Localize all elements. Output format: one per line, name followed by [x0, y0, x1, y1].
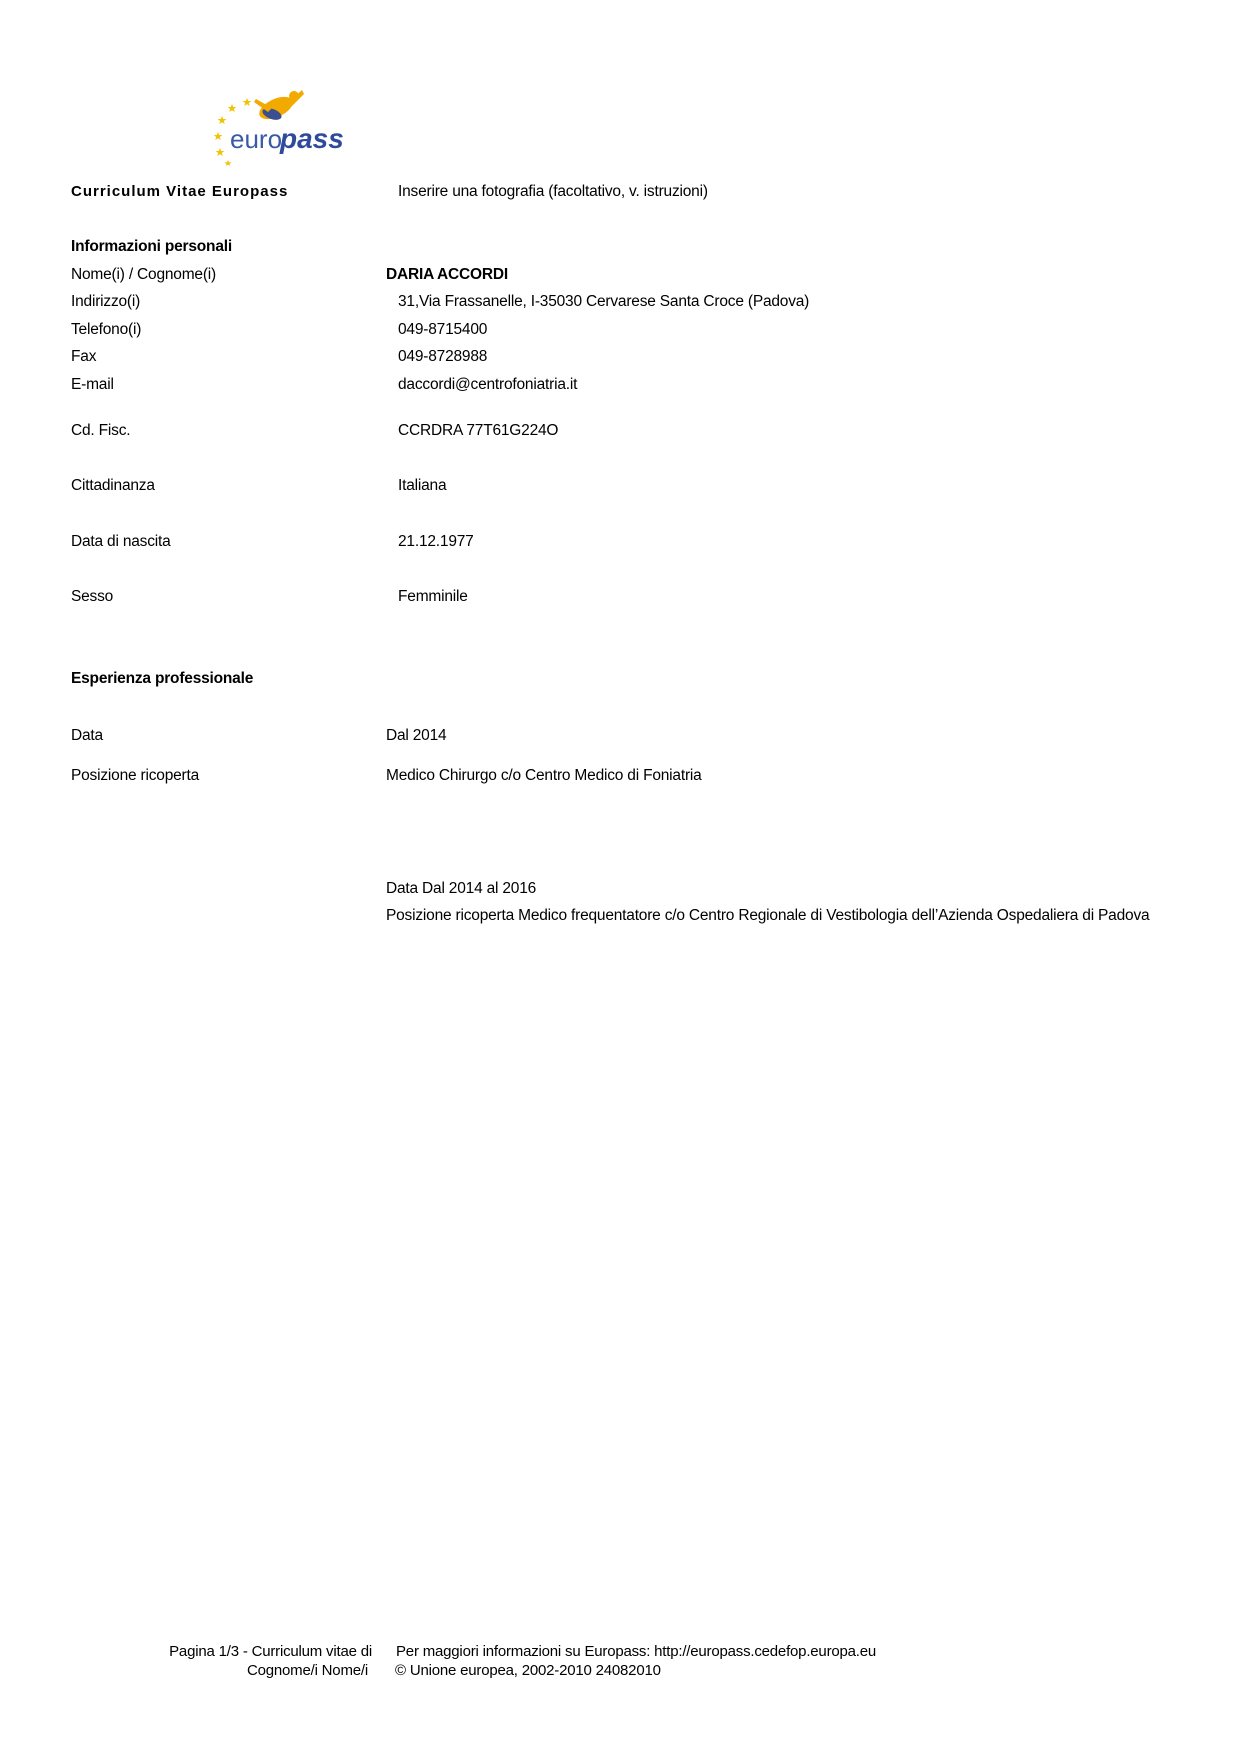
value-email: daccordi@centrofoniatria.it [398, 376, 578, 393]
label-gender: Sesso [71, 588, 114, 605]
label-exp1-position: Posizione ricoperta [71, 767, 200, 784]
label-fax: Fax [71, 348, 97, 365]
label-tax-code: Cd. Fisc. [71, 422, 131, 439]
footer-copyright: © Unione europea, 2002-2010 24082010 [395, 1662, 661, 1679]
value-name: DARIA ACCORDI [386, 266, 508, 283]
value-fax: 049-8728988 [398, 348, 488, 365]
logo-text-pass: pass [280, 123, 344, 154]
value-phone: 049-8715400 [398, 321, 488, 338]
europass-logo-graphic [214, 86, 364, 166]
photo-note: Inserire una fotografia (facoltativo, v. istruzioni) [398, 183, 708, 200]
value-exp1-date: Dal 2014 [386, 727, 447, 744]
label-name: Nome(i) / Cognome(i) [71, 266, 217, 283]
value-address: 31,Via Frassanelle, I-35030 Cervarese Santa Croce (Padova) [398, 293, 810, 310]
value-citizenship: Italiana [398, 477, 447, 494]
footer-europass-info: Per maggiori informazioni su Europass: http://europass.cedefop.europa.eu [396, 1643, 877, 1660]
label-birth-date: Data di nascita [71, 533, 171, 550]
section-experience: Esperienza professionale [71, 670, 254, 687]
exp2-position-line: Posizione ricoperta Medico frequentatore c/o Centro Regionale di Vestibologia dell’Azienda Ospedaliera di Padova [386, 907, 1150, 924]
section-personal-info: Informazioni personali [71, 238, 232, 255]
label-email: E-mail [71, 376, 114, 393]
value-exp1-position: Medico Chirurgo c/o Centro Medico di Foniatria [386, 767, 702, 784]
value-gender: Femminile [398, 588, 468, 605]
label-exp1-date: Data [71, 727, 103, 744]
cv-title: Curriculum Vitae Europass [71, 183, 289, 200]
label-phone: Telefono(i) [71, 321, 142, 338]
value-birth-date: 21.12.1977 [398, 533, 474, 550]
figure-icon [254, 90, 304, 124]
europass-logo [214, 86, 364, 166]
logo-text-euro: euro [230, 124, 283, 154]
label-address: Indirizzo(i) [71, 293, 141, 310]
footer-name-placeholder: Cognome/i Nome/i [246, 1662, 368, 1679]
footer-page-info: Pagina 1/3 - Curriculum vitae di [169, 1643, 372, 1660]
value-tax-code: CCRDRA 77T61G224O [398, 422, 559, 439]
label-citizenship: Cittadinanza [71, 477, 155, 494]
exp2-date-line: Data Dal 2014 al 2016 [386, 880, 537, 897]
